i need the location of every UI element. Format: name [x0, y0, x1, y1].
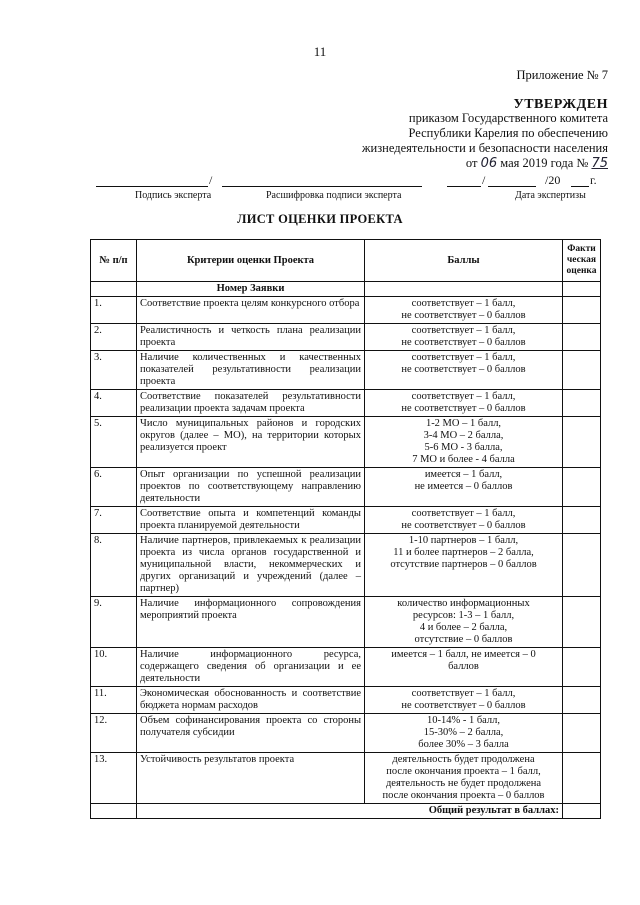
table-row: [91, 714, 601, 753]
signature-line: [96, 185, 208, 187]
points-line: не соответствует – 0 баллов: [401, 403, 526, 414]
row-points: [365, 648, 563, 687]
points-line: 1-2 МО – 1 балл,: [425, 418, 502, 429]
date-slash: /: [482, 173, 486, 187]
points-line: соответствует – 1 балл,: [411, 688, 516, 699]
total-row: [91, 804, 601, 819]
table-row: [91, 324, 601, 351]
points-line: 10-14% - 1 балл,: [426, 715, 501, 726]
criteria-rows: [91, 297, 601, 804]
row-criterion: Опыт организации по успешной реализации проектов по соответствующему направлению деятельности: [137, 468, 365, 507]
row-number: 9.: [91, 597, 137, 648]
points-line: не соответствует – 0 баллов: [401, 364, 526, 375]
expert-signature-label: Подпись эксперта: [135, 190, 212, 201]
expert-name-label: Расшифровка подписи эксперта: [266, 190, 402, 201]
row-criterion: Реалистичность и четкость плана реализации проекта: [137, 324, 365, 351]
appendix-label: Приложение № 7: [516, 68, 608, 82]
table-row: [91, 753, 601, 804]
total-label: Общий результат в баллах:: [137, 804, 563, 819]
table-row: [91, 597, 601, 648]
points-line: 5-6 МО - 3 балла,: [424, 442, 503, 453]
row-number: 10.: [91, 648, 137, 687]
points-line: 3-4 МО – 2 балла,: [423, 430, 504, 441]
row-actual-score[interactable]: [563, 507, 601, 534]
row-points: [365, 753, 563, 804]
points-line: ресурсов: 1-3 – 1 балл,: [412, 610, 515, 621]
row-actual-score[interactable]: [563, 597, 601, 648]
approval-block: [362, 111, 608, 171]
approval-line: Республики Карелия по обеспечению: [408, 126, 608, 140]
row-points: [365, 714, 563, 753]
row-number: 7.: [91, 507, 137, 534]
row-actual-score[interactable]: [563, 687, 601, 714]
row-criterion: Наличие количественных и качественных показателей результативности реализации проекта: [137, 351, 365, 390]
points-line: баллов: [448, 661, 479, 672]
review-date-label: Дата экспертизы: [515, 190, 586, 201]
points-line: соответствует – 1 балл,: [411, 508, 516, 519]
date-line: [447, 185, 481, 187]
table-row: [91, 417, 601, 468]
points-line: соответствует – 1 балл,: [411, 391, 516, 402]
slash-mark: /: [209, 173, 213, 187]
table-row: [91, 390, 601, 417]
points-line: соответствует – 1 балл,: [411, 325, 516, 336]
row-number: 3.: [91, 351, 137, 390]
header-criteria: Критерии оценки Проекта: [137, 240, 365, 282]
year-label: /20: [545, 173, 561, 187]
date-line-2: [488, 185, 536, 187]
points-line: 7 МО и более - 4 балла: [412, 454, 515, 465]
row-actual-score[interactable]: [563, 390, 601, 417]
table-row: [91, 468, 601, 507]
handwritten-order-number: 75: [591, 156, 608, 171]
row-points: [365, 297, 563, 324]
evaluation-table: [90, 239, 601, 819]
points-line: 15-30% – 2 балла,: [423, 727, 504, 738]
row-points: [365, 687, 563, 714]
row-actual-score[interactable]: [563, 297, 601, 324]
points-line: имеется – 1 балл, не имеется – 0: [391, 649, 536, 660]
application-number-row: [91, 282, 601, 297]
approved-heading: УТВЕРЖДЕН: [513, 97, 608, 112]
row-number: 1.: [91, 297, 137, 324]
approval-line: жизнедеятельности и безопасности населения: [361, 141, 608, 155]
points-line: соответствует – 1 балл,: [411, 352, 516, 363]
row-criterion: Экономическая обоснованность и соответствие бюджета нормам расходов: [137, 687, 365, 714]
table-row: [91, 507, 601, 534]
row-points: [365, 390, 563, 417]
points-line: 4 и более – 2 балла,: [419, 622, 508, 633]
table-row: [91, 687, 601, 714]
page-number: 11: [313, 44, 327, 59]
total-value-cell[interactable]: [563, 804, 601, 819]
row-actual-score[interactable]: [563, 648, 601, 687]
row-actual-score[interactable]: [563, 324, 601, 351]
row-points: [365, 534, 563, 597]
year-line: [571, 185, 589, 187]
document-title: ЛИСТ ОЦЕНКИ ПРОЕКТА: [237, 212, 403, 226]
approval-line: приказом Государственного комитета: [408, 111, 608, 125]
application-number-label: Номер Заявки: [137, 282, 365, 297]
row-actual-score[interactable]: [563, 714, 601, 753]
header-num: № п/п: [91, 240, 137, 282]
row-criterion: Наличие партнеров, привлекаемых к реализации проекта из числа органов государственной и муниципальной власти, некоммерческих и других организаций и учреждений (далее – партнер): [137, 534, 365, 597]
row-number: 13.: [91, 753, 137, 804]
points-line: не соответствует – 0 баллов: [401, 520, 526, 531]
row-actual-score[interactable]: [563, 753, 601, 804]
table-row: [91, 648, 601, 687]
row-criterion: Соответствие опыта и компетенций команды проекта планируемой деятельности: [137, 507, 365, 534]
points-line: не имеется – 0 баллов: [414, 481, 513, 492]
year-suffix: г.: [590, 173, 597, 187]
points-line: соответствует – 1 балл,: [411, 298, 516, 309]
row-number: 8.: [91, 534, 137, 597]
table-row: [91, 534, 601, 597]
row-number: 12.: [91, 714, 137, 753]
row-actual-score[interactable]: [563, 468, 601, 507]
points-line: не соответствует – 0 баллов: [401, 700, 526, 711]
row-number: 5.: [91, 417, 137, 468]
row-criterion: Наличие информационного ресурса, содержащего сведения об организации и ее деятельности: [137, 648, 365, 687]
row-actual-score[interactable]: [563, 351, 601, 390]
header-actual: Фактическая оценка: [563, 240, 601, 282]
row-points: [365, 324, 563, 351]
row-points: [365, 597, 563, 648]
row-number: 4.: [91, 390, 137, 417]
points-line: деятельность будет продолжена: [392, 754, 535, 765]
table-row: [91, 297, 601, 324]
row-criterion: Наличие информационного сопровождения мероприятий проекта: [137, 597, 365, 648]
points-line: 1-10 партнеров – 1 балл,: [408, 535, 519, 546]
points-line: не соответствует – 0 баллов: [401, 337, 526, 348]
table-header-row: [91, 240, 601, 282]
row-criterion: Устойчивость результатов проекта: [137, 753, 365, 804]
row-points: [365, 417, 563, 468]
points-line: после окончания проекта – 1 балл,: [386, 766, 541, 777]
table-row: [91, 351, 601, 390]
row-criterion: Число муниципальных районов и городских округов (далее – МО), на территории которых реализуется проект: [137, 417, 365, 468]
points-line: после окончания проекта – 0 баллов: [382, 790, 545, 801]
handwritten-day: 06: [480, 156, 498, 171]
row-number: 2.: [91, 324, 137, 351]
row-criterion: Объем софинансирования проекта со стороны получателя субсидии: [137, 714, 365, 753]
points-line: 11 и более партнеров – 2 балла,: [393, 547, 534, 558]
points-line: деятельность не будет продолжена: [385, 778, 542, 789]
points-line: имеется – 1 балл,: [424, 469, 503, 480]
points-line: отсутствие – 0 баллов: [414, 634, 513, 645]
row-number: 11.: [91, 687, 137, 714]
row-number: 6.: [91, 468, 137, 507]
row-criterion: Соответствие проекта целям конкурсного отбора: [137, 297, 365, 324]
points-line: отсутствие партнеров – 0 баллов: [390, 559, 537, 570]
row-points: [365, 351, 563, 390]
points-line: количество информационных: [397, 598, 530, 609]
header-points: Баллы: [365, 240, 563, 282]
approval-date: от 06 мая 2019 года № 75: [465, 156, 608, 171]
row-criterion: Соответствие показателей результативности реализации проекта задачам проекта: [137, 390, 365, 417]
row-actual-score[interactable]: [563, 417, 601, 468]
points-line: не соответствует – 0 баллов: [401, 310, 526, 321]
row-actual-score[interactable]: [563, 534, 601, 597]
row-points: [365, 468, 563, 507]
row-points: [365, 507, 563, 534]
points-line: более 30% – 3 балла: [418, 739, 509, 750]
name-line: [222, 185, 422, 187]
